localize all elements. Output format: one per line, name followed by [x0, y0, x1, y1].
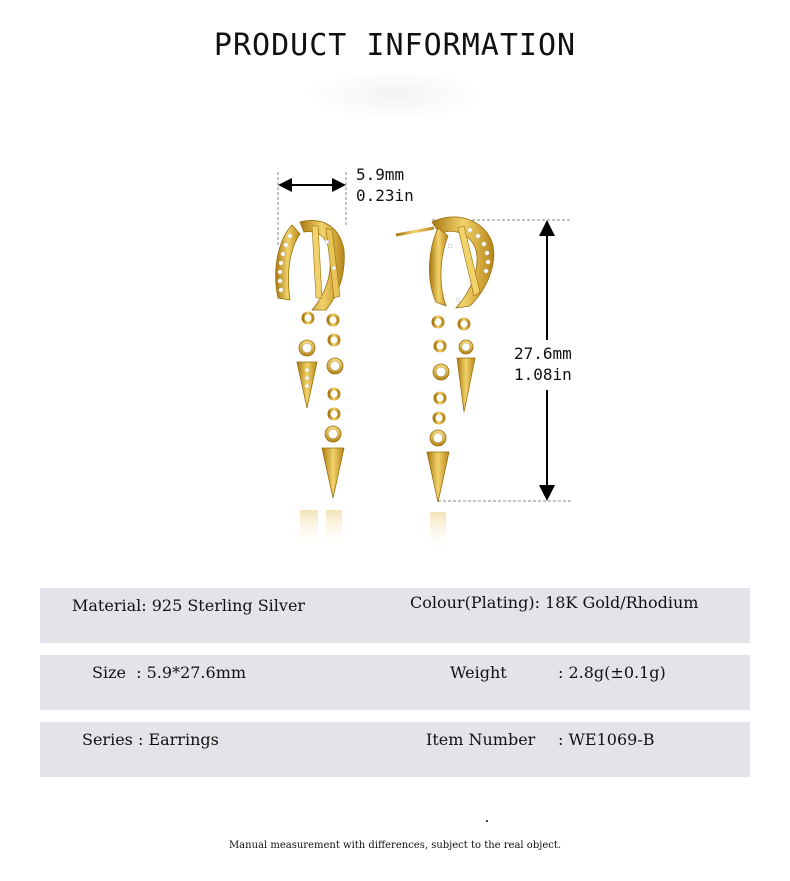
- earring-illustration: [0, 150, 790, 570]
- item-number-label: Item Number: [426, 730, 536, 749]
- earring-side-view: [396, 217, 494, 552]
- faded-subtitle-ghost: [310, 72, 480, 118]
- height-mm: 27.6mm: [514, 344, 572, 363]
- spec-row-size: [40, 655, 750, 710]
- material-label: Material: 925 Sterling Silver: [72, 596, 306, 615]
- measurement-note: Manual measurement with differences, subject to the real object.: [228, 840, 562, 851]
- size-label: Size : 5.9*27.6mm: [92, 663, 247, 682]
- series-label: Series : Earrings: [82, 730, 219, 749]
- height-dimension-label: [514, 343, 572, 385]
- item-number-value: : WE1069-B: [558, 730, 655, 749]
- product-figure: [0, 150, 790, 570]
- spec-row-series: [40, 722, 750, 777]
- page-title: PRODUCT INFORMATION: [213, 28, 577, 63]
- spec-row-material: [40, 588, 750, 643]
- stray-dot: [486, 820, 488, 822]
- earring-front-view: [276, 220, 345, 550]
- width-in: 0.23in: [356, 186, 414, 205]
- weight-label: Weight: [450, 663, 507, 682]
- width-dimension-label: [356, 164, 414, 206]
- weight-value: : 2.8g(±0.1g): [558, 663, 666, 682]
- height-in: 1.08in: [514, 365, 572, 384]
- width-mm: 5.9mm: [356, 165, 405, 184]
- colour-plating-label: Colour(Plating): 18K Gold/Rhodium: [410, 593, 699, 612]
